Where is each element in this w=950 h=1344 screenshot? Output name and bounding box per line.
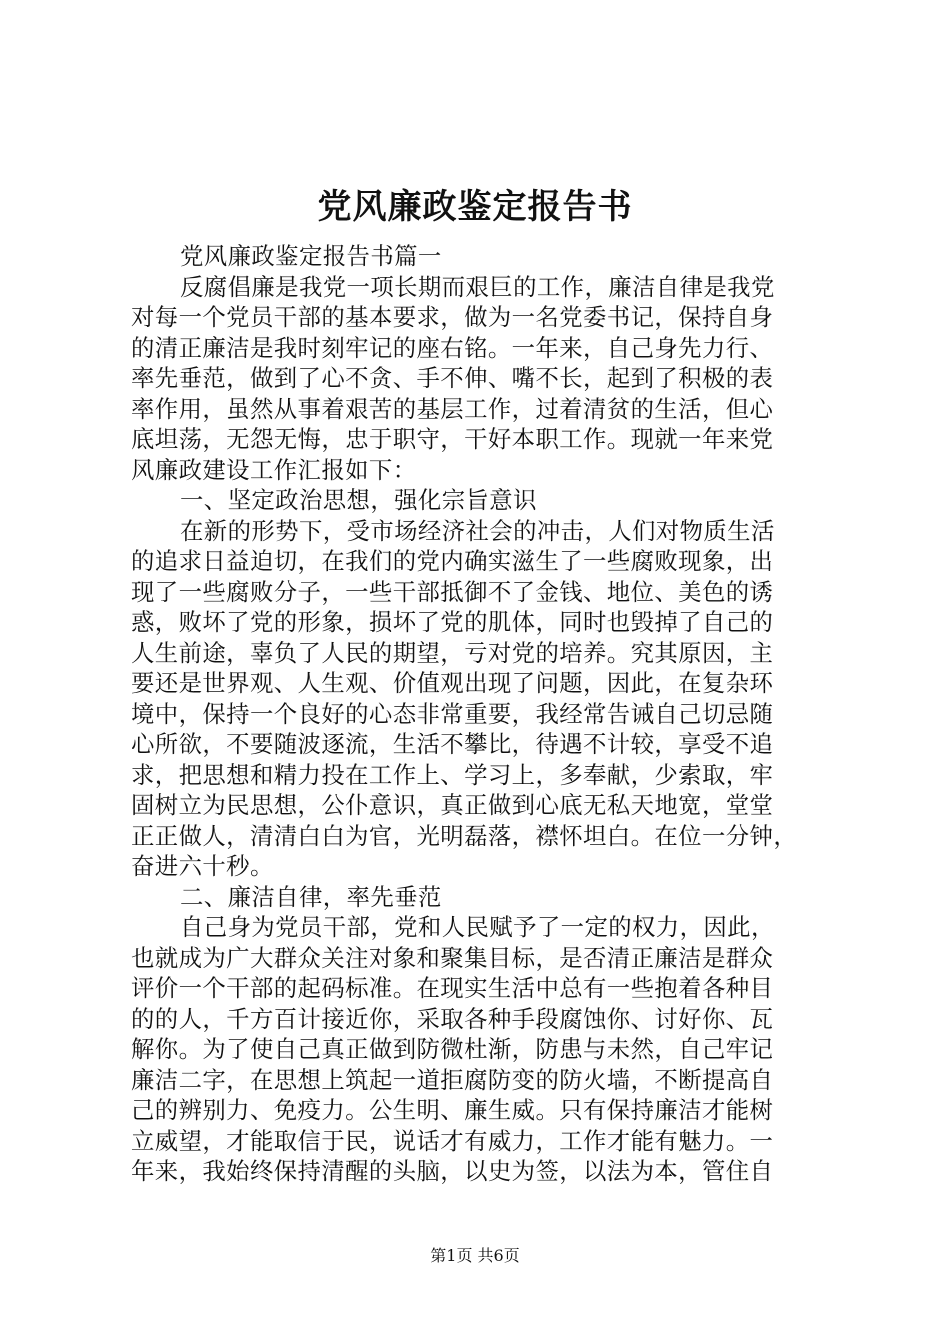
text-line: 底坦荡，无怨无悔，忠于职守，干好本职工作。现就一年来党 [131,425,774,453]
text-line: 反腐倡廉是我党一项长期而艰巨的工作，廉洁自律是我党 [180,272,775,301]
text-line: 境中，保持一个良好的心态非常重要，我经常告诫自己切忌随 [131,699,774,728]
text-line: 己的辨别力、免疫力。公生明、廉生威。只有保持廉洁才能树 [131,1096,774,1124]
text-line: 率作用，虽然从事着艰苦的基层工作，过着清贫的生活，但心 [131,394,774,423]
text-line: 的追求日益迫切，在我们的党内确实滋生了一些腐败现象，出 [131,547,774,575]
text-line: 解你。为了使自己真正做到防微杜渐，防患与未然，自己牢记 [131,1035,774,1063]
text-line: 自己身为党员干部，党和人民赋予了一定的权力，因此， [180,913,775,941]
text-line: 也就成为广大群众关注对象和聚集目标，是否清正廉洁是群众 [131,943,774,972]
text-line: 评价一个干部的起码标准。在现实生活中总有一些抱着各种目 [131,974,774,1002]
text-line: 固树立为民思想，公仆意识，真正做到心底无私天地宽，堂堂 [131,791,774,819]
text-line: 在新的形势下，受市场经济社会的冲击，人们对物质生活 [180,516,775,545]
text-line: 率先垂范，做到了心不贪、手不伸、嘴不长，起到了积极的表 [131,364,774,392]
text-line: 年来，我始终保持清醒的头脑，以史为签，以法为本，管住自 [131,1157,774,1185]
document-title: 党风廉政鉴定报告书 [317,187,633,227]
text-line: 要还是世界观、人生观、价值观出现了问题，因此，在复杂环 [131,669,774,697]
text-line: 二、廉洁自律，率先垂范 [180,882,442,911]
text-line: 人生前途，辜负了人民的期望，亏对党的培养。究其原因，主 [131,638,774,667]
text-line: 廉洁二字，在思想上筑起一道拒腐防变的防火墙，不断提高自 [131,1065,774,1094]
text-line: 风廉政建设工作汇报如下： [131,455,417,484]
text-line: 心所欲，不要随波逐流，生活不攀比，待遇不计较，享受不追 [131,730,774,758]
text-line: 党风廉政鉴定报告书篇一 [180,242,442,270]
page-footer: 第1页 共6页 [430,1246,520,1265]
text-line: 的的人，千方百计接近你，采取各种手段腐蚀你、讨好你、瓦 [131,1004,774,1033]
text-line: 立威望，才能取信于民，说话才有威力，工作才能有魅力。一 [131,1126,774,1155]
text-line: 惑，败坏了党的形象，损坏了党的肌体，同时也毁掉了自己的 [131,608,774,636]
document-body [131,241,843,1187]
text-line: 一、坚定政治思想，强化宗旨意识 [180,486,537,514]
text-line: 对每一个党员干部的基本要求，做为一名党委书记，保持自身 [131,303,774,331]
text-line: 正正做人，清清白白为官，光明磊落，襟怀坦白。在位一分钟， [131,821,798,850]
text-line: 的清正廉洁是我时刻牢记的座右铭。一年来，自己身先力行、 [131,333,774,362]
text-line: 求，把思想和精力投在工作上、学习上，多奉献，少索取，牢 [131,760,774,789]
text-line: 奋进六十秒。 [131,852,274,880]
text-line: 现了一些腐败分子，一些干部抵御不了金钱、地位、美色的诱 [131,577,774,606]
